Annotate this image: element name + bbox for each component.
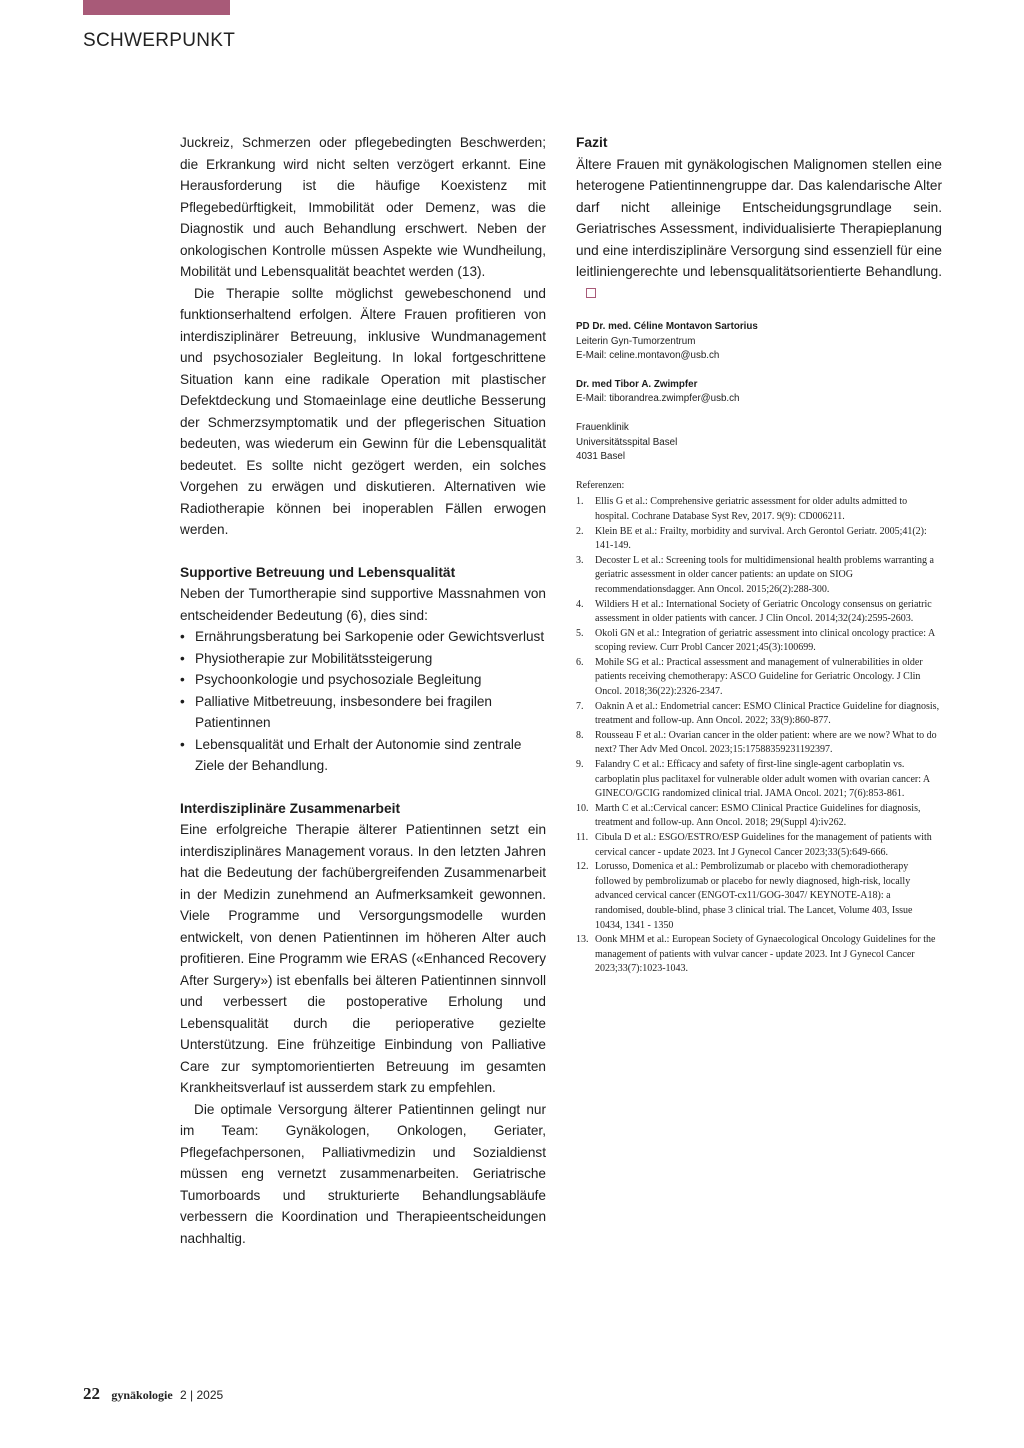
reference-number: 10. [576, 802, 589, 814]
institution-line: 4031 Basel [576, 451, 626, 463]
page-footer [83, 1384, 223, 1404]
body-paragraph: Juckreiz, Schmerzen oder pflegebedingten Beschwerden; die Erkrankung wird nicht selten verzögert erkannt. Eine Herausforderung ist die häufige Koexistenz mit Pflegebedürftigkeit, Immobilität oder Demenz, was die Diagnostik und auch Behandlung erschwert. Neben der onkologischen Kontrolle müssen Aspekte wie Wundheilung, Mobilität und Lebensqualität beachtet werden (13). [180, 135, 546, 279]
reference-number: 9. [576, 759, 584, 771]
reference-text: Oaknin A et al.: Endometrial cancer: ESMO Clinical Practice Guideline for diagnosis, treatment and follow-up. Ann Oncol. 2022; 33(9):860-877. [595, 700, 940, 727]
reference-number: 4. [576, 598, 584, 610]
body-paragraph: Neben der Tumortherapie sind supportive Massnahmen von entscheidender Bedeutung (6), dies sind: [180, 586, 546, 623]
reference-item [576, 598, 942, 627]
reference-item [576, 831, 942, 860]
author-name: Dr. med Tibor A. Zwimpfer [576, 378, 698, 390]
list-item: • Physiotherapie zur Mobilitätssteigerung [180, 648, 546, 670]
institution-line: Frauenklinik [576, 421, 629, 433]
author-email: E-Mail: tiborandrea.zwimpfer@usb.ch [576, 393, 740, 405]
reference-list [576, 495, 942, 977]
reference-text: Klein BE et al.: Frailty, morbidity and survival. Arch Gerontol Geriatr. 2005;41(2): 141-149. [595, 525, 927, 552]
author-name: PD Dr. med. Céline Montavon Sartorius [576, 321, 758, 332]
author-entry [576, 378, 942, 407]
journal-name: gynäkologie [111, 1388, 173, 1402]
left-column [180, 132, 546, 1249]
reference-number: 5. [576, 627, 584, 639]
right-column [576, 132, 942, 977]
reference-number: 7. [576, 700, 584, 712]
section-heading: Supportive Betreuung und Lebensqualität [180, 564, 456, 580]
end-of-article-icon [586, 288, 596, 298]
section-heading: Interdisziplinäre Zusammenarbeit [180, 800, 401, 816]
reference-number: 13. [576, 934, 589, 946]
reference-item [576, 802, 942, 831]
reference-item [576, 525, 942, 554]
reference-item [576, 656, 942, 700]
reference-text: Okoli GN et al.: Integration of geriatric assessment into clinical oncology practice: A scoping review. Curr Probl Cancer 2021;45(3):100699. [595, 627, 935, 654]
reference-number: 6. [576, 656, 584, 668]
fazit-heading: Fazit [576, 135, 608, 150]
reference-item [576, 554, 942, 598]
reference-text: Falandry C et al.: Efficacy and safety of first-line single-agent carboplatin vs. carboplatin plus paclitaxel for vulnerable older adult women with ovarian cancer: A GINECO/GCIG randomized clinical trial. JAMA Oncol. 2021; 7(6):853-861. [595, 759, 930, 800]
reference-item [576, 495, 942, 524]
author-block [576, 320, 942, 465]
reference-number: 1. [576, 496, 584, 508]
fazit-text [576, 154, 942, 305]
author-role: Leiterin Gyn-Tumorzentrum [576, 335, 696, 347]
journal-issue: 2 | 2025 [180, 1388, 224, 1402]
reference-text: Wildiers H et al.: International Society of Geriatric Oncology consensus on geriatric assessment in older patients with cancer. J Clin Oncol. 2014;32(24):2595-2603. [595, 598, 932, 625]
list-item: • Lebensqualität und Erhalt der Autonomie sind zentrale Ziele der Behandlung. [180, 734, 546, 777]
reference-text: Cibula D et al.: ESGO/ESTRO/ESP Guidelines for the management of patients with cervical cancer - update 2023. Int J Gynecol Cancer 2023;33(5):649-666. [595, 832, 932, 858]
list-item: • Psychoonkologie und psychosoziale Begleitung [180, 669, 546, 691]
reference-number: 3. [576, 554, 584, 566]
author-entry [576, 320, 942, 364]
page-number: 22 [83, 1384, 100, 1403]
references-title: Referenzen: [576, 479, 625, 491]
body-paragraph: Die optimale Versorgung älterer Patientinnen gelingt nur im Team: Gynäkologen, Onkologen, Geriater, Pflegefachpersonen, Palliativmedizin und Sozialdienst müssen eng vernetzt zusammenarbeiten. Geriatrische Tumorboards und strukturierte Behandlungsabläufe verbessern die Koordination und Therapieentscheidungen nachhaltig. [180, 1101, 546, 1246]
reference-item [576, 758, 942, 802]
reference-item [576, 729, 942, 758]
reference-number: 11. [576, 832, 589, 843]
reference-number: 8. [576, 729, 584, 741]
references [576, 479, 942, 977]
accent-bar [83, 0, 230, 15]
reference-text: Mohile SG et al.: Practical assessment and management of vulnerabilities in older patients receiving chemotherapy: ASCO Guideline for Geriatric Oncology. J Clin Oncol. 2018;36(22):2326-2347. [595, 656, 923, 698]
institution [576, 421, 942, 465]
reference-item [576, 700, 942, 729]
body-paragraph: Die Therapie sollte möglichst gewebeschonend und funktionserhaltend erfolgen. Ältere Frauen profitieren von interdisziplinärer Betreuung, inklusive Wundmanagement und psychosozialer Begleitung. In lokal fortgeschrittene Situation kann eine radikale Operation mit plastischer Defektdeckung und Stomaeinlage eine deutliche Besserung der Schmerzsymptomatik und der pflegerischen Situation bedeuten, was wiederum ein Gewinn für die Lebensqualität bedeutet. Es sollte nicht gezögert werden, ein solches Vorgehen zu erwägen und diskutieren. Alternativen wie Radiotherapie können bei inoperablen Fällen erwogen werden. [180, 285, 546, 537]
institution-line: Universitätsspital Basel [576, 436, 678, 448]
reference-text: Ellis G et al.: Comprehensive geriatric assessment for older adults admitted to hospital. Cochrane Database Syst Rev, 2017. 9(9): CD006211. [595, 496, 908, 522]
list-item: • Palliative Mitbetreuung, insbesondere bei fragilen Patientinnen [180, 691, 546, 734]
reference-text: Oonk MHM et al.: European Society of Gynaecological Oncology Guidelines for the management of patients with vulvar cancer - update 2023. Int J Gynecol Cancer 2023;33(7):1023-1043. [595, 934, 936, 975]
reference-item [576, 933, 942, 977]
body-paragraph: Eine erfolgreiche Therapie älterer Patientinnen setzt ein interdisziplinäres Management voraus. In den letzten Jahren hat die Bedeutung der fachübergreifenden Zusammenarbeit in der Medizin zunehmend an Aufmerksamkeit gewonnen. Viele Programme und Versorgungsmodelle wurden entwickelt, von denen Patientinnen im höheren Alter auch profitieren. Eine Programm wie ERAS («Enhanced Recovery After Surgery») ist ebenfalls bei älteren Patientinnen sinnvoll und verbessert die postoperative Erholung und Lebensqualität durch die perioperative gezielte Unterstützung. Eine frühzeitige Einbindung von Palliative Care zur symptomorientierten Betreuung im gesamten Krankheitsverlauf ist ausserdem stark zu empfehlen. [180, 822, 546, 1095]
reference-item [576, 627, 942, 656]
reference-number: 12. [576, 861, 589, 873]
bullet-list [180, 626, 546, 777]
list-item: • Ernährungsberatung bei Sarkopenie oder Gewichtsverlust [180, 626, 546, 648]
author-email: E-Mail: celine.montavon@usb.ch [576, 350, 720, 362]
fazit-body: Ältere Frauen mit gynäkologischen Malignomen stellen eine heterogene Patientinnengruppe dar. Das kalendarische Alter darf nicht alleinige Entscheidungsgrundlage sein. Geriatrisches Assessment, individualisierte Therapieplanung und eine interdisziplinäre Versorgung sind essenziell für eine leitliniengerechte und lebensqualitätsorientierte Behandlung. [576, 156, 942, 279]
reference-text: Rousseau F et al.: Ovarian cancer in the older patient: where are we now? What to do next? Ther Adv Med Oncol. 2023;15:17588359231192397. [595, 729, 937, 756]
reference-text: Marth C et al.:Cervical cancer: ESMO Clinical Practice Guidelines for diagnosis, treatment and follow-up. Ann Oncol. 2018; 29(Suppl 4):iv262. [595, 802, 921, 829]
section-label: SCHWERPUNKT [83, 30, 236, 51]
reference-item [576, 860, 942, 933]
reference-text: Decoster L et al.: Screening tools for multidimensional health problems warranting a geriatric assessment in older cancer patients: an update on SIOG recommendationsdagger. Ann Oncol. 2015;26(2):288-300. [595, 554, 934, 595]
reference-number: 2. [576, 525, 584, 537]
reference-text: Lorusso, Domenica et al.: Pembrolizumab or placebo with chemoradiotherapy followed by pembrolizumab or placebo for newly diagnosed, high-risk, locally advanced cervical cancer (ENGOT-cx11/GOG-3047/ KEYNOTE-A18): a randomised, double-blind, phase 3 clinical trial. The Lancet, Volume 403, Issue 10434, 1341 - 1350 [595, 861, 913, 931]
